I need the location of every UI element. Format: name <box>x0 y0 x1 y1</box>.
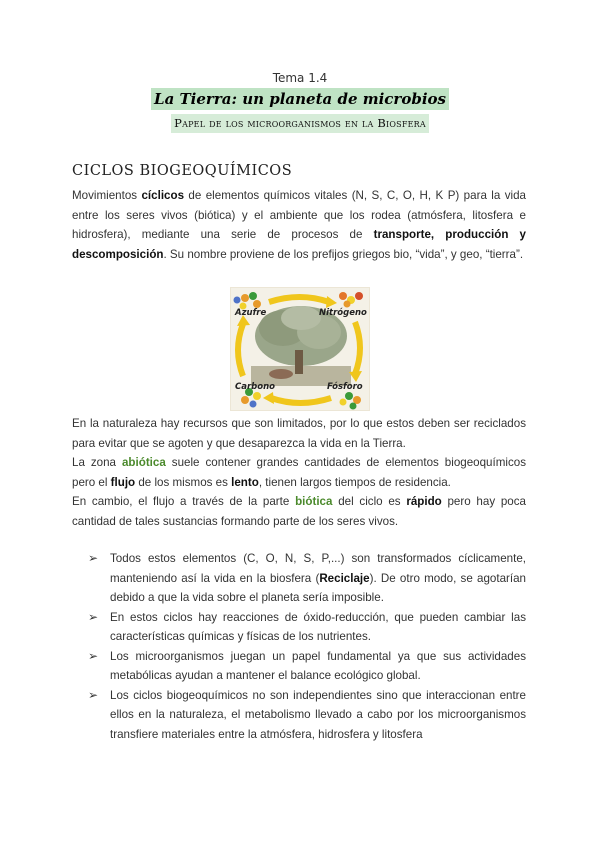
label-nitrogeno: Nitrógeno <box>319 308 367 318</box>
bold-term: lento <box>231 475 259 489</box>
document-title: La Tierra: un planeta de microbios <box>151 88 449 110</box>
label-azufre: Azufre <box>235 308 267 318</box>
label-fosforo: Fósforo <box>327 382 363 392</box>
arrow-bullet-icon: ➢ <box>88 687 99 702</box>
list-item: ➢ Los microorganismos juegan un papel fundamental ya que sus actividades metabólicas ayudan a mantener el balance ecológico global. <box>88 648 526 682</box>
arrow-bullet-icon: ➢ <box>88 609 99 624</box>
biogeochemical-cycle-figure <box>230 287 370 411</box>
list-item: ➢ Los ciclos biogeoquímicos no son independientes sino que interaccionan entre ellos en la naturaleza, el metabolismo llevado a cabo por los microorganismos transfiere materiales entre la atmósfera, hidrosfera y litosfera <box>88 687 526 741</box>
highlight-biotica: biótica <box>295 495 333 508</box>
document-subtitle: Papel de los microorganismos en la Biosfera <box>171 114 429 133</box>
section-heading: CICLOS BIOGEOQUÍMICOS <box>72 163 293 179</box>
arrow-bullet-icon: ➢ <box>88 648 99 663</box>
bold-term: transporte, producción y descomposición <box>72 228 526 261</box>
label-carbono: Carbono <box>235 382 275 392</box>
intro-paragraph: Movimientos cíclicos de elementos químicos vitales (N, S, C, O, H, K P) para la vida entre los seres vivos (biótica) y el ambiente que los rodea (atmósfera, litosfera e hidrosfera), mediante una serie de procesos de transporte, producción y descomposición. Su nombre proviene de los prefijos griegos bio, “vida”, y geo, “tierra”. <box>72 189 526 261</box>
bold-term: Reciclaje <box>319 571 370 585</box>
arrow-bullet-icon: ➢ <box>88 551 99 565</box>
list-item: ➢ Todos estos elementos (C, O, N, S, P,...) son transformados cíclicamente, manteniendo así la vida en la biosfera (Reciclaje). De otro modo, se agotarían debido a que la vida sobre el planeta sería imposible. <box>88 551 526 604</box>
bold-term: rápido <box>406 495 442 508</box>
cycle-illustration <box>231 288 369 410</box>
tree-trunk <box>295 350 303 374</box>
list-item: ➢ En estos ciclos hay reacciones de óxido-reducción, que pueden cambiar las características químicas y físicas de los nutrientes. <box>88 609 526 643</box>
topic-number: Tema 1.4 <box>272 71 328 85</box>
highlight-abiotica: abiótica <box>121 456 166 469</box>
bullet-list <box>88 549 526 744</box>
resources-paragraph: En la naturaleza hay recursos que son limitados, por lo que estos deben ser reciclados para evitar que se agoten y que desaparezca la vida en la Tierra. La zona abiótica suele contener grandes cantidades de elementos biogeoquímicos pero el flujo de los mismos es lento, tienen largos tiempos de residencia. En cambio, el flujo a través de la parte biótica del ciclo es rápido pero hay poca cantidad de tales sustancias formando parte de los seres vivos. <box>72 417 526 528</box>
bold-term: flujo <box>110 475 136 489</box>
bold-term: cíclicos <box>141 189 185 202</box>
